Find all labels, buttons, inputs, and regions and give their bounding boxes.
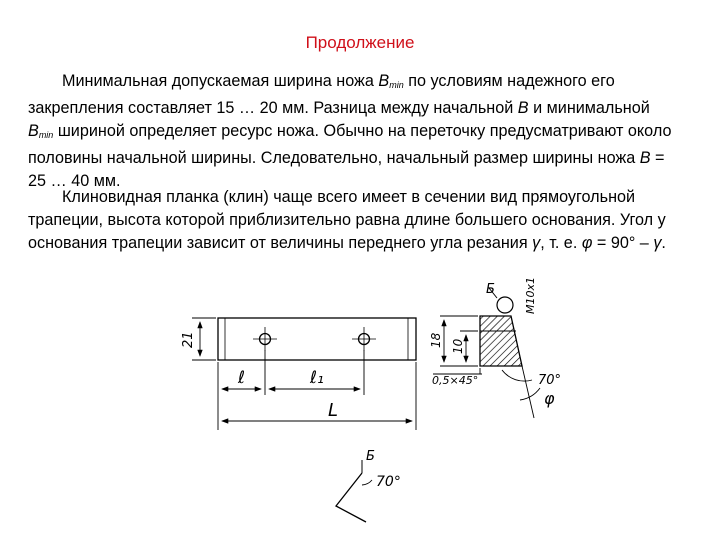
wedge-technical-drawing — [140, 270, 580, 538]
paragraph-blade-width — [28, 70, 673, 193]
phi-label: φ — [544, 389, 555, 408]
symbol-B: B — [378, 72, 390, 90]
view-mark-label: Б — [366, 449, 375, 464]
dim-21-label: 21 — [181, 331, 196, 348]
subscript-min: min — [38, 130, 54, 140]
text-run: = 25 … 40 мм. — [28, 149, 665, 190]
hole-left — [253, 327, 277, 351]
angle-70-label: 70° — [538, 373, 562, 388]
dim-L-label: L — [328, 400, 339, 421]
text-run: Минимальная допускаемая ширина ножа — [62, 72, 379, 90]
detail-view — [336, 460, 372, 522]
hole-right — [352, 327, 376, 351]
text-run: по условиям надежного его закрепления составляет 15 … 20 мм. Разница между начальной — [28, 72, 615, 117]
callout-circle — [497, 297, 513, 313]
front-view — [192, 318, 416, 430]
dim-l-label: ℓ — [238, 368, 246, 388]
symbol-B: B — [639, 149, 651, 167]
dim-l1-label: ℓ₁ — [310, 368, 324, 388]
dim-18-label: 18 — [429, 332, 443, 348]
text-run: , т. е. — [540, 234, 582, 252]
text-run: . — [661, 234, 666, 252]
section-mark-label: Б — [486, 282, 495, 297]
thread-label: M10x1 — [524, 277, 537, 314]
text-run: = 90° – — [592, 234, 654, 252]
symbol-phi: φ — [581, 234, 593, 252]
symbol-gamma: γ — [532, 234, 541, 252]
symbol-gamma: γ — [653, 234, 662, 252]
text-run: и минимальной — [528, 99, 650, 117]
symbol-B: B — [28, 122, 39, 140]
text-run: шириной определяет ресурс ножа. Обычно на переточку предусматривают около половины начальной ширины. Следовательно, начальный размер ширины ножа — [28, 122, 672, 167]
subscript-min: min — [389, 80, 404, 90]
dim-10-label: 10 — [451, 338, 465, 354]
paragraph-wedge — [28, 186, 673, 255]
symbol-B: B — [517, 99, 529, 117]
slide-title: Продолжение — [305, 33, 415, 52]
text-run: Клиновидная планка (клин) чаще всего имеет в сечении вид прямоугольной трапеции, высота которой приблизительно равна длине большего основания. Угол у основания трапеции зависит от величины переднего угла резания — [28, 188, 666, 252]
view-angle-label: 70° — [376, 474, 401, 490]
dimension-lines — [192, 318, 416, 430]
chamfer-label: 0,5×45° — [432, 374, 479, 387]
section-hatched — [480, 316, 522, 366]
detail-contour — [336, 473, 366, 522]
plank-outline — [218, 318, 416, 360]
detail-angle-arc — [362, 480, 372, 485]
